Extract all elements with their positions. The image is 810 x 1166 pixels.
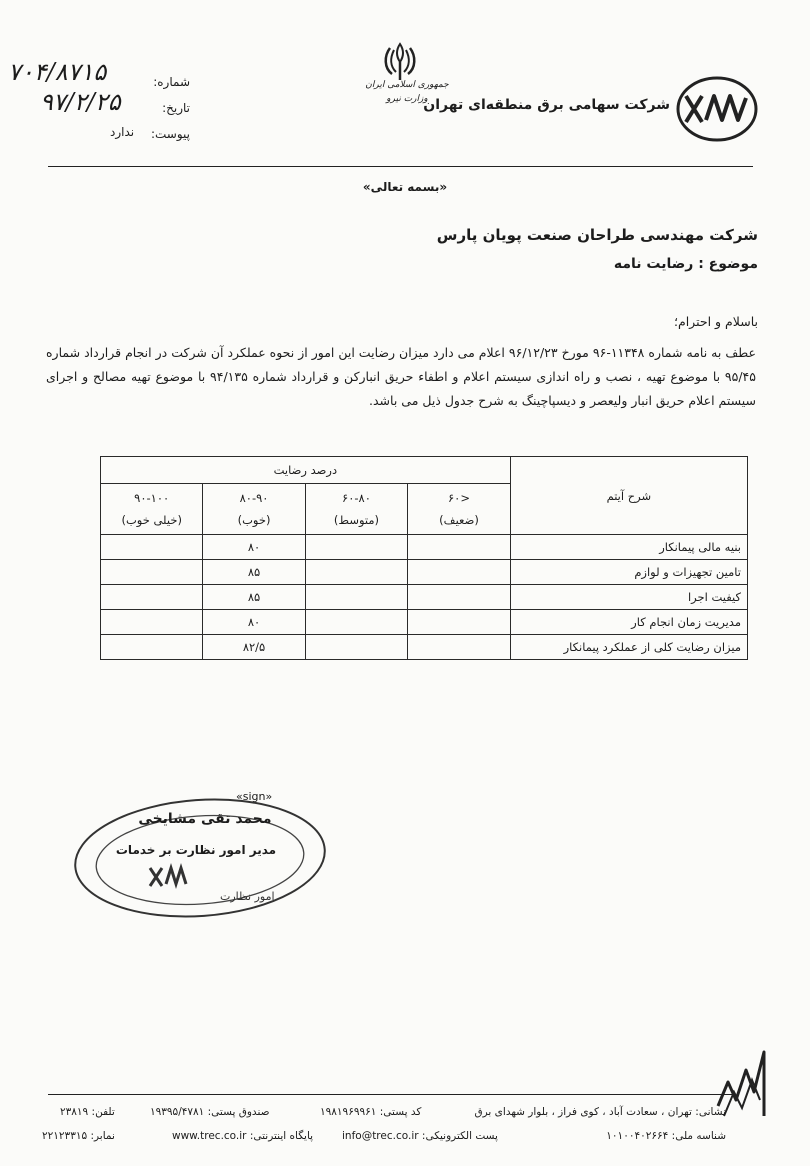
stamp-text: امور نظارت xyxy=(220,890,275,903)
row-cell: ۸۵ xyxy=(203,560,305,585)
row-cell xyxy=(408,535,510,560)
footer-website[interactable]: پایگاه اینترنتی: www.trec.co.ir xyxy=(172,1130,314,1142)
greeting: باسلام و احترام؛ xyxy=(674,314,758,329)
company-name: شرکت سهامی برق منطقه‌ای تهران xyxy=(423,97,670,113)
company-logo xyxy=(676,76,758,142)
row-cell xyxy=(101,610,203,635)
number-value: ۷۰۴/۸۷۱۵ xyxy=(8,58,107,86)
table-row xyxy=(101,635,748,660)
emblem-line-2: وزارت نیرو xyxy=(386,94,428,104)
official-stamp xyxy=(70,788,340,928)
footer-postal-code: کد پستی: ۱۹۸۱۹۶۹۹۶۱ xyxy=(320,1106,422,1118)
row-cell xyxy=(101,635,203,660)
column-range: ۹۰-۱۰۰ xyxy=(134,491,170,505)
date-value: ۹۷/۲/۲۵ xyxy=(40,88,121,116)
subject-line: موضوع : رضایت نامه xyxy=(613,256,758,272)
date-label: تاریخ: xyxy=(162,101,190,115)
table-header-row xyxy=(101,457,748,484)
column-label: (ضعیف) xyxy=(439,513,479,527)
percent-header: درصد رضایت xyxy=(101,457,511,484)
item-header: شرح آیتم xyxy=(510,457,747,535)
invocation: «بسمه تعالی» xyxy=(362,180,448,194)
footer-divider xyxy=(48,1094,732,1095)
table-row xyxy=(101,535,748,560)
footer-address: نشانی: تهران ، سعادت آباد ، کوی فراز ، بلوار شهدای برق xyxy=(474,1106,726,1118)
row-cell xyxy=(101,585,203,610)
row-cell xyxy=(305,610,408,635)
row-cell xyxy=(101,560,203,585)
row-cell: ۸۵ xyxy=(203,585,305,610)
footer-national-id: شناسه ملی: ۱۰۱۰۰۴۰۲۶۶۴ xyxy=(606,1130,726,1142)
column-range: ۶۰-۸۰ xyxy=(342,491,371,505)
row-item: میزان رضایت کلی از عملکرد پیمانکار xyxy=(510,635,747,660)
column-label: (متوسط) xyxy=(333,513,380,527)
column-range: ۸۰-۹۰ xyxy=(239,491,269,505)
row-cell: ۸۰ xyxy=(203,535,305,560)
satisfaction-table xyxy=(100,456,748,660)
column-header xyxy=(408,484,510,535)
row-cell xyxy=(101,535,203,560)
table-row xyxy=(101,560,748,585)
column-label: (خیلی خوب) xyxy=(121,513,182,527)
footer-fax: نمابر: ۲۲۱۲۳۳۱۵ xyxy=(42,1130,115,1142)
attachment-value: ندارد xyxy=(110,125,135,139)
table-row xyxy=(101,585,748,610)
column-header xyxy=(101,484,203,535)
column-header xyxy=(305,484,408,535)
number-label: شماره: xyxy=(153,75,190,89)
row-cell xyxy=(305,635,408,660)
table-row xyxy=(101,610,748,635)
recipient: شرکت مهندسی طراحان صنعت پویان پارس xyxy=(436,226,758,244)
row-cell xyxy=(305,535,408,560)
row-cell: ۸۰ xyxy=(203,610,305,635)
row-item: بنیه مالی پیمانکار xyxy=(510,535,747,560)
footer-po-box: صندوق پستی: ۱۹۳۹۵/۴۷۸۱ xyxy=(150,1106,270,1118)
attachment-label: پیوست: xyxy=(150,127,190,141)
footer-phone: تلفن: ۲۳۸۱۹ xyxy=(60,1106,115,1118)
row-cell xyxy=(408,635,510,660)
letter-body: عطف به نامه شماره ۱۱۳۴۸-۹۶ مورخ ۹۶/۱۲/۲۳ اعلام می دارد میزان رضایت این امور از نحوه عملکرد آن شرکت در انجام قرارداد شماره ۹۵/۴۵ با موضوع تهیه ، نصب و راه اندازی سیستم اعلام و اطفاء حریق انبارکن و قرارداد شماره ۹۴/۱۳۵ با موضوع تهیه مصالح و اجرای سیستم اعلام حریق انبار ولیعصر و دیسپاچینگ به شرح جدول ذیل می باشد. xyxy=(46,345,756,408)
row-item: مدیریت زمان انجام کار xyxy=(510,610,747,635)
emblem-line-1: جمهوری اسلامی ایران xyxy=(365,80,449,90)
row-item: تامین تجهیزات و لوازم xyxy=(510,560,747,585)
row-cell xyxy=(408,610,510,635)
header-divider xyxy=(48,166,753,167)
row-cell: ۸۲/۵ xyxy=(203,635,305,660)
row-cell xyxy=(305,585,408,610)
row-cell xyxy=(408,585,510,610)
footer-email[interactable]: پست الکترونیکی: info@trec.co.ir xyxy=(342,1130,498,1142)
row-cell xyxy=(305,560,408,585)
column-label: (خوب) xyxy=(237,513,271,527)
signer-title: مدیر امور نظارت بر خدمات xyxy=(115,843,277,857)
row-cell xyxy=(408,560,510,585)
signer-name: محمد تقی مشایخی xyxy=(138,811,272,827)
signature-mark: «sign» xyxy=(236,790,273,803)
column-range: <۶۰ xyxy=(448,491,470,505)
emblem-caption xyxy=(352,78,462,106)
row-item: کیفیت اجرا xyxy=(510,585,747,610)
column-header xyxy=(203,484,305,535)
